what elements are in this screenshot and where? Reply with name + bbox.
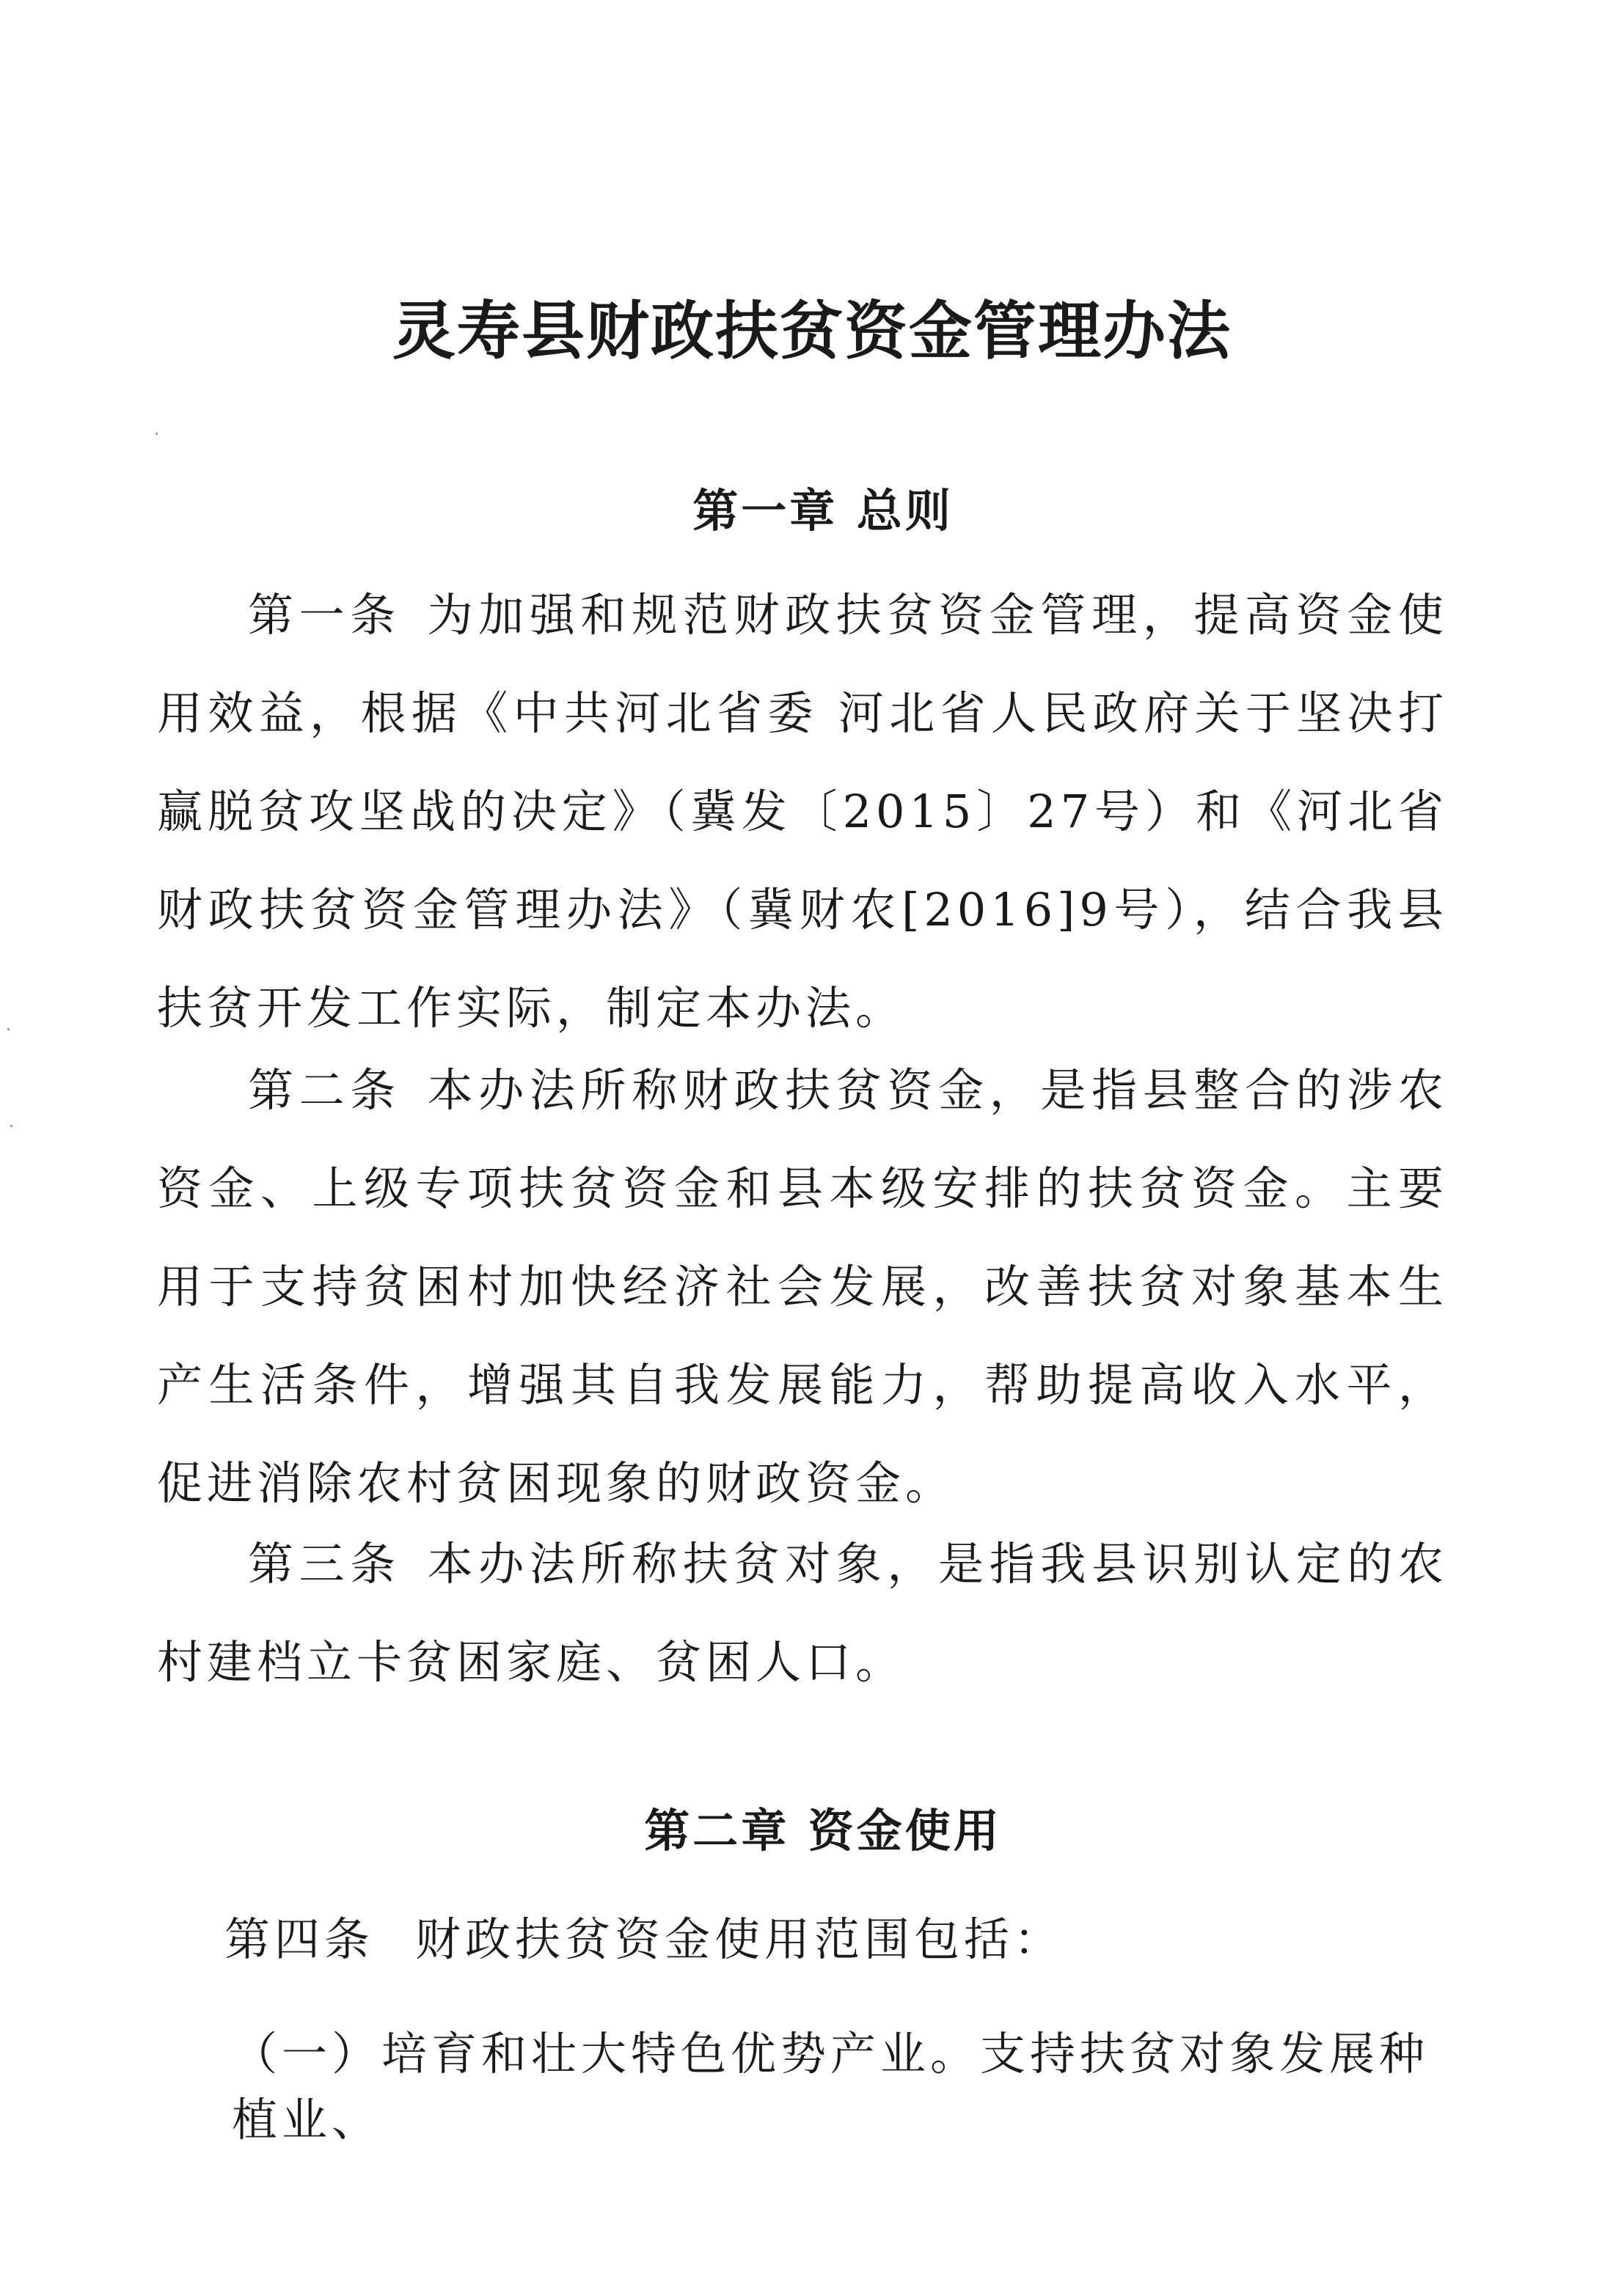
article-label: 第四条 [224,1912,375,1966]
article-label: （一） [232,2027,382,2080]
article-paragraph [157,566,1448,1057]
article-label: 第三条 [248,1537,401,1591]
article-text: 本办法所称扶贫对象，是指我县识别认定的农村建档立卡贫困家庭、贫困人口。 [157,1537,1448,1689]
scan-speck [7,1028,10,1030]
chapter-heading: 第一章 总则 [692,484,954,538]
document-title: 灵寿县财政扶贫资金管理办法 [392,295,1232,368]
article-paragraph [224,1907,1471,1973]
scan-speck [10,1125,12,1127]
article-label: 第二条 [248,1063,401,1117]
article-paragraph [232,2021,1479,2153]
article-text: 财政扶贫资金使用范围包括： [415,1912,1064,1966]
chapter-heading: 第二章 资金使用 [644,1804,1002,1857]
article-text: 培育和壮大特色优势产业。支持扶贫对象发展种植业、 [232,2027,1430,2146]
article-text: 本办法所称财政扶贫资金，是指县整合的涉农资金、上级专项扶贫资金和县本级安排的扶贫资金。主要用于支持贫困村加快经济社会发展，改善扶贫对象基本生产生活条件，增强其自我发展能力，帮助提高收入水平，促进消除农村贫困现象的财政资金。 [157,1063,1448,1510]
scan-speck [156,433,158,435]
article-paragraph [157,1041,1448,1533]
article-text: 为加强和规范财政扶贫资金管理，提高资金使用效益，根据《中共河北省委 河北省人民政府关于坚决打赢脱贫攻坚战的决定》（冀发〔2015〕27号）和《河北省财政扶贫资金管理办法》（冀财农[2016]9号），结合我县扶贫开发工作实际，制定本办法。 [157,588,1448,1035]
article-paragraph [157,1515,1448,1712]
article-label: 第一条 [248,588,401,642]
